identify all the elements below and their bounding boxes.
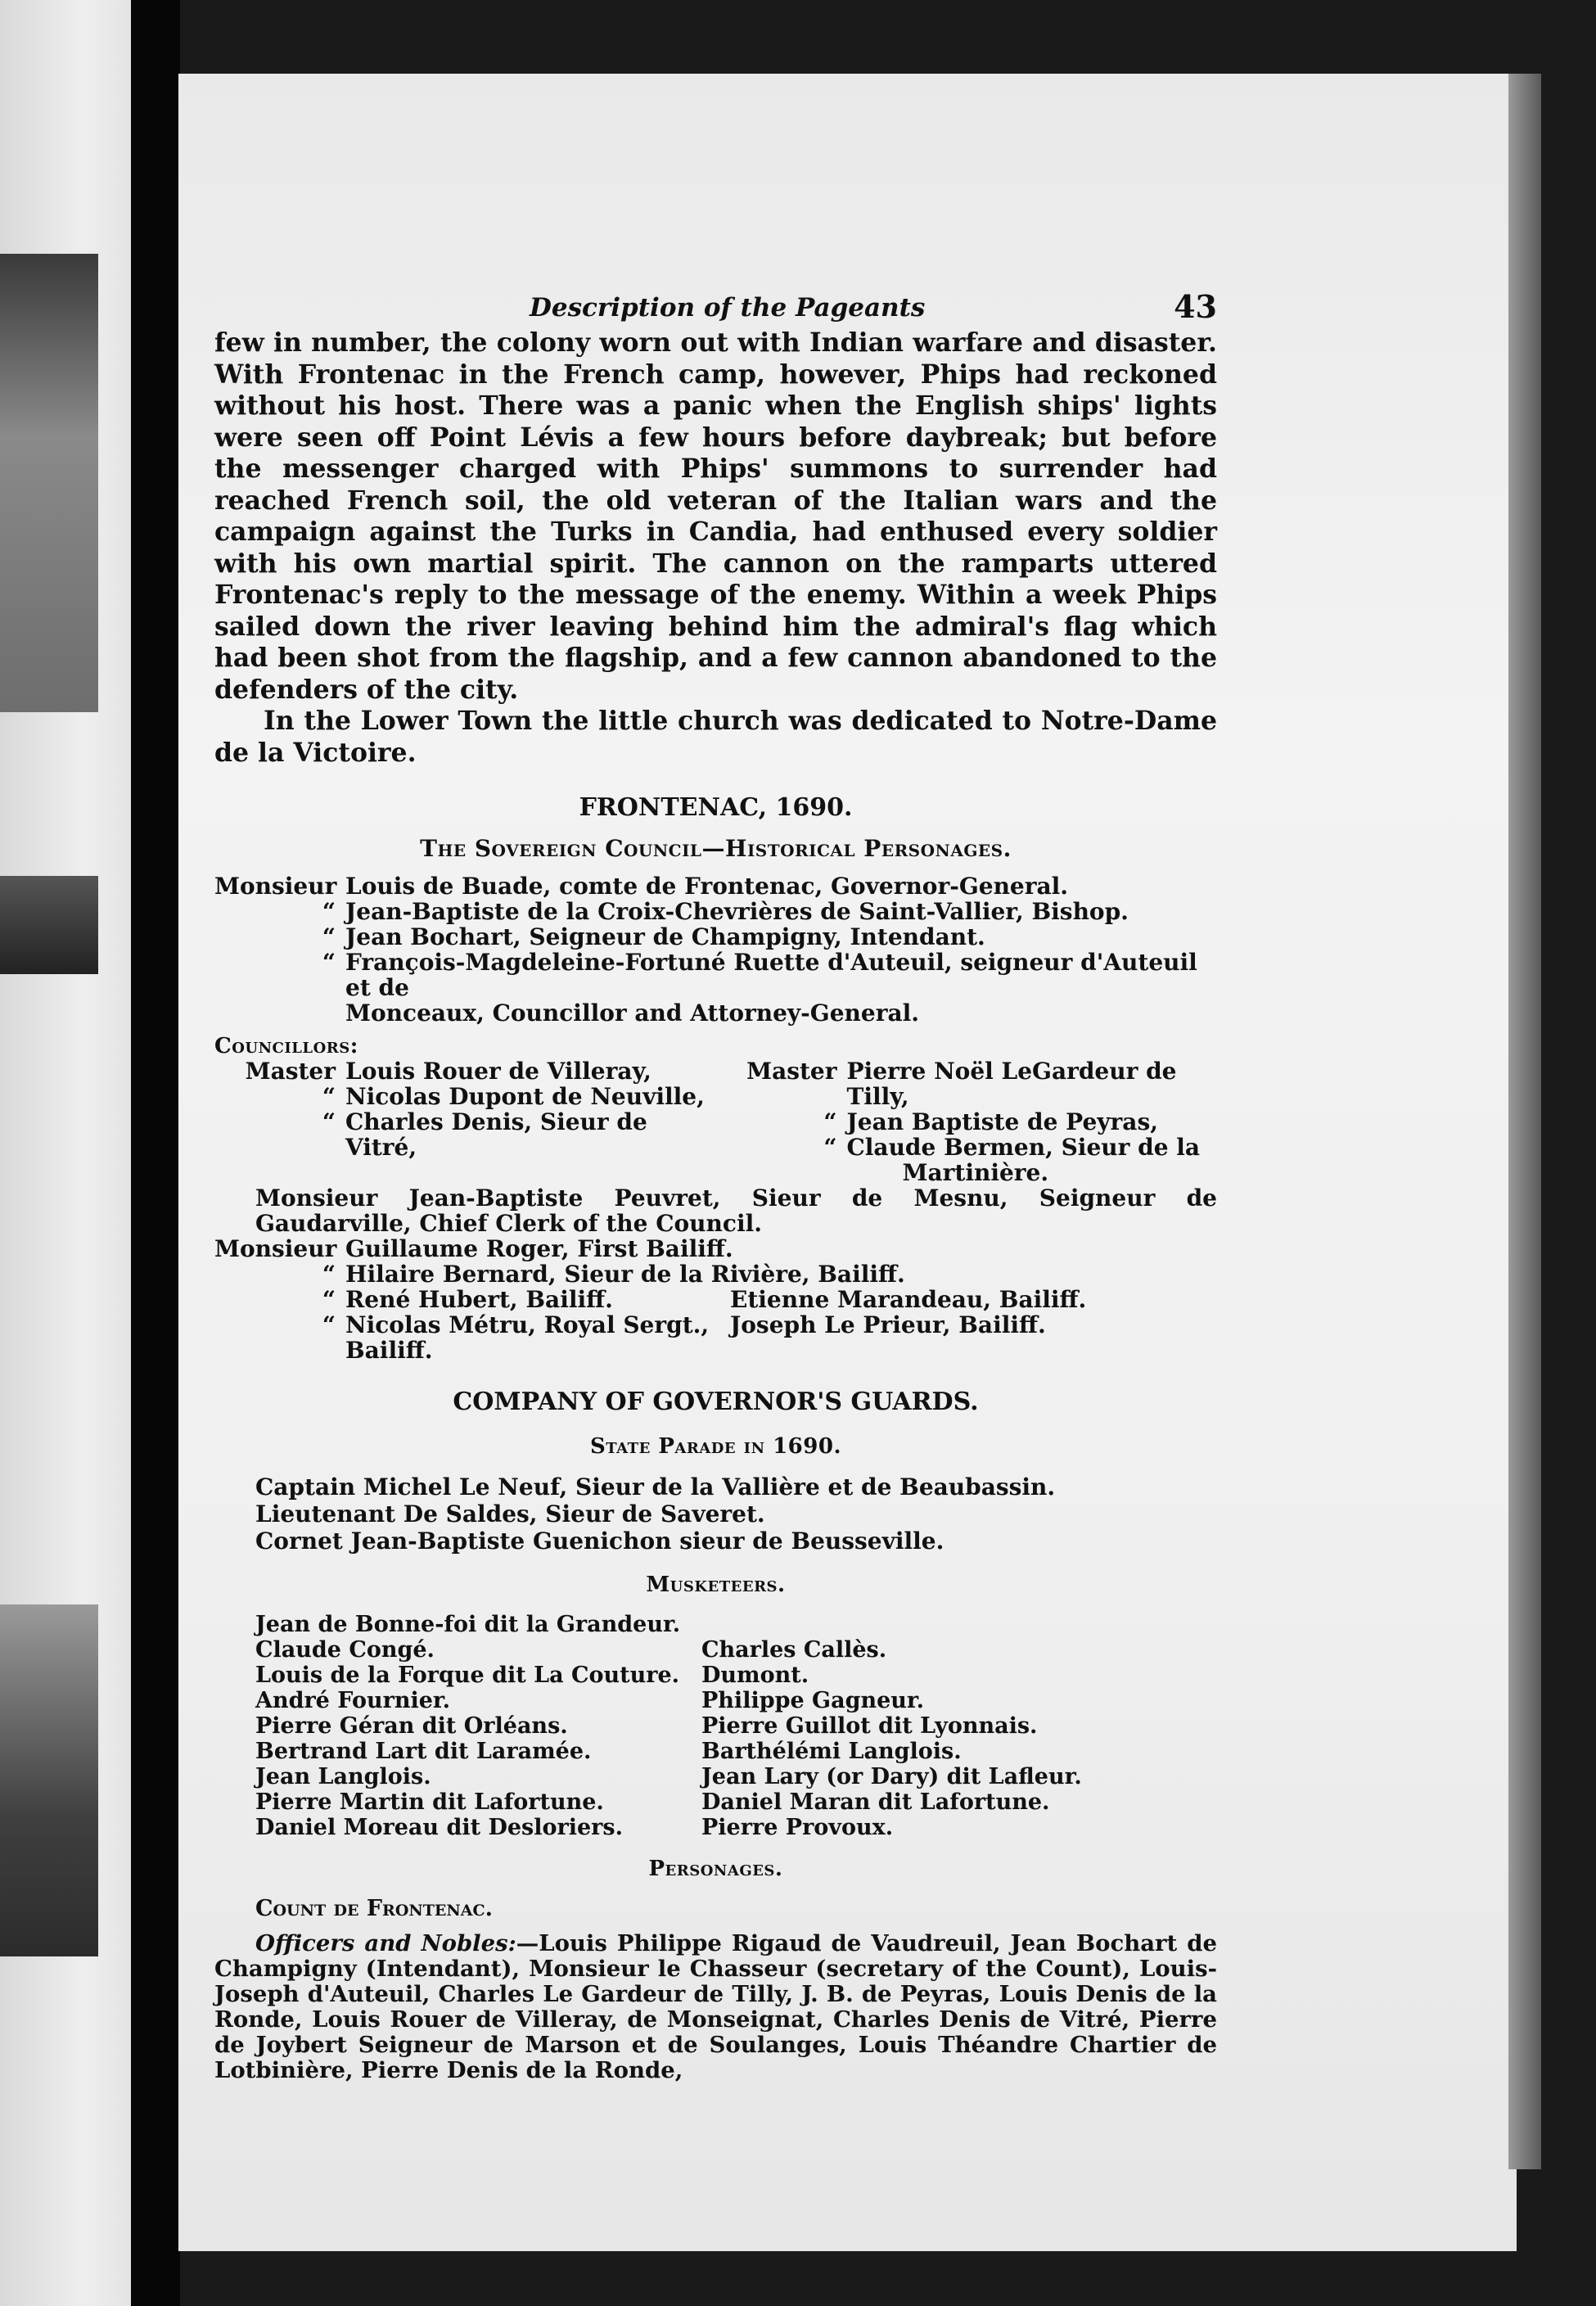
section-heading: COMPANY OF GOVERNOR'S GUARDS.: [453, 1388, 979, 1416]
list-item: “ Nicolas Métru, Royal Sergt., Bailiff. Joseph Le Prieur, Bailiff.: [322, 1311, 1046, 1364]
list-item: Pierre Guillot dit Lyonnais.: [701, 1713, 1038, 1739]
list-item: “ Charles Denis, Sieur de Vitré,: [322, 1108, 647, 1161]
list-item: Louis de la Forque dit La Couture.: [255, 1663, 680, 1688]
list-item: Jean Lary (or Dary) dit Lafleur.: [701, 1764, 1082, 1789]
list-item: Monsieur Guillaume Roger, First Bailiff.: [214, 1235, 733, 1262]
list-item: “ Jean Baptiste de Peyras,: [823, 1108, 1158, 1135]
guard-officers-list: [214, 1473, 1217, 1555]
list-item: Daniel Maran dit Lafortune.: [701, 1789, 1050, 1815]
councillors-left-column: [214, 1058, 716, 1185]
adjacent-page-photo: [0, 1604, 98, 1956]
list-item: “ Jean Bochart, Seigneur de Champigny, Intendant.: [322, 923, 985, 950]
section-heading: FRONTENAC, 1690.: [579, 793, 853, 822]
page-number: 43: [1174, 288, 1217, 325]
musketeers-right-column: [701, 1612, 1082, 1840]
musketeers-list: [214, 1612, 1217, 1840]
list-item: “ Nicolas Dupont de Neuville,: [322, 1083, 705, 1110]
list-item: “ François-Magdeleine-Fortuné Ruette d'Auteuil, seigneur d'Auteuil et de: [322, 949, 1197, 1001]
clerk-entry: Monsieur Jean-Baptiste Peuvret, Sieur de Mesnu, Seigneur de Gaudarville, Chief Clerk of the Council.: [255, 1185, 1217, 1237]
bailiffs-list: [214, 1236, 1217, 1363]
adjacent-page-photo: [0, 876, 98, 974]
officers-paragraph: [214, 1931, 1217, 2083]
list-item: Pierre Provoux.: [701, 1815, 894, 1840]
list-item: Cornet Jean-Baptiste Guenichon sieur de Beusseville.: [255, 1528, 945, 1555]
list-item: Lieutenant De Saldes, Sieur de Saveret.: [255, 1500, 765, 1528]
list-item: Pierre Martin dit Lafortune.: [255, 1789, 604, 1815]
list-item: Pierre Géran dit Orléans.: [255, 1713, 568, 1739]
running-head: [214, 278, 1217, 327]
body-paragraph: few in number, the colony worn out with Indian warfare and disaster. With Frontenac in the French camp, however, Phips had reckoned without his host. There was a panic when the English ships' lights were seen off Point Lévis a few hours before daybreak; but before the messenger charged with Phips' summons to surrender had reached French soil, the old veteran of the Italian wars and the campaign against the Turks in Candia, had enthused every soldier with his own martial spirit. The cannon on the ramparts uttered Frontenac's reply to the message of the enemy. Within a week Phips sailed down the river leaving behind him the admiral's flag which had been shot from the flagship, and a few cannon abandoned to the defenders of the city.: [214, 327, 1217, 705]
binding-gutter: [131, 0, 180, 2306]
page-edge-shadow: [1508, 74, 1541, 2169]
list-item: Philippe Gagneur.: [701, 1688, 925, 1713]
list-item: “ Jean-Baptiste de la Croix-Chevrières de Saint-Vallier, Bishop.: [322, 898, 1129, 925]
list-item: “ Hilaire Bernard, Sieur de la Rivière, Bailiff.: [322, 1261, 905, 1288]
list-item: Master Pierre Noël LeGardeur de Tilly,: [746, 1058, 1177, 1110]
list-item-continuation: Martinière.: [902, 1159, 1049, 1186]
count-heading: Count de Frontenac.: [255, 1896, 494, 1921]
list-item: Dumont.: [701, 1663, 809, 1688]
list-item: Master Louis Rouer de Villeray,: [245, 1058, 651, 1085]
musketeers-heading: Musketeers.: [646, 1573, 786, 1597]
officers-text: —Louis Philippe Rigaud de Vaudreuil, Jean Bochart de Champigny (Intendant), Monsieur le Chasseur (secretary of the Count), Louis-Joseph d'Auteuil, Charles Le Gardeur de Tilly, J. B. de Peyras, Louis Denis de la Ronde, Louis Rouer de Villeray, de Monseignat, Charles Denis de Vitré, Pierre de Joybert Seigneur de Marson et de Soulanges, Louis Théandre Chartier de Lotbinière, Pierre Denis de la Ronde,: [214, 1930, 1217, 2083]
list-item: Bertrand Lart dit Laramée.: [255, 1739, 592, 1764]
page-text: [214, 278, 1217, 2083]
list-item: Claude Congé.: [255, 1637, 435, 1663]
musketeers-left-column: [214, 1612, 701, 1840]
section-subheading: The Sovereign Council—Historical Personages.: [420, 835, 1012, 862]
list-item: Daniel Moreau dit Desloriers.: [255, 1815, 624, 1840]
councillors-list: [214, 1058, 1217, 1185]
body-paragraph: In the Lower Town the little church was dedicated to Notre-Dame de la Victoire.: [214, 706, 1217, 768]
personages-heading: Personages.: [648, 1857, 783, 1881]
list-item: “ René Hubert, Bailiff. Etienne Marandeau, Bailiff.: [322, 1286, 1087, 1313]
councillors-label: Councillors:: [214, 1034, 358, 1058]
list-item: Charles Callès.: [701, 1637, 887, 1663]
list-item: Monsieur Louis de Buade, comte de Frontenac, Governor-General.: [214, 873, 1069, 900]
officers-label: Officers and Nobles:: [255, 1930, 516, 1956]
list-item: Barthélémi Langlois.: [701, 1739, 962, 1764]
list-item: Jean de Bonne-foi dit la Grandeur.: [255, 1612, 681, 1637]
list-item: “ Claude Bermen, Sieur de la: [823, 1134, 1201, 1161]
list-item: Jean Langlois.: [255, 1764, 431, 1789]
adjacent-page-photo: [0, 254, 98, 712]
section-subheading: State Parade in 1690.: [590, 1434, 841, 1459]
officials-list: [214, 873, 1217, 1026]
list-item: André Fournier.: [255, 1688, 451, 1713]
list-item-continuation: Monceaux, Councillor and Attorney-General.: [345, 1000, 919, 1027]
list-item: Captain Michel Le Neuf, Sieur de la Vallière et de Beaubassin.: [255, 1473, 1056, 1500]
councillors-right-column: [716, 1058, 1218, 1185]
running-head-title: Description of the Pageants: [530, 293, 926, 323]
